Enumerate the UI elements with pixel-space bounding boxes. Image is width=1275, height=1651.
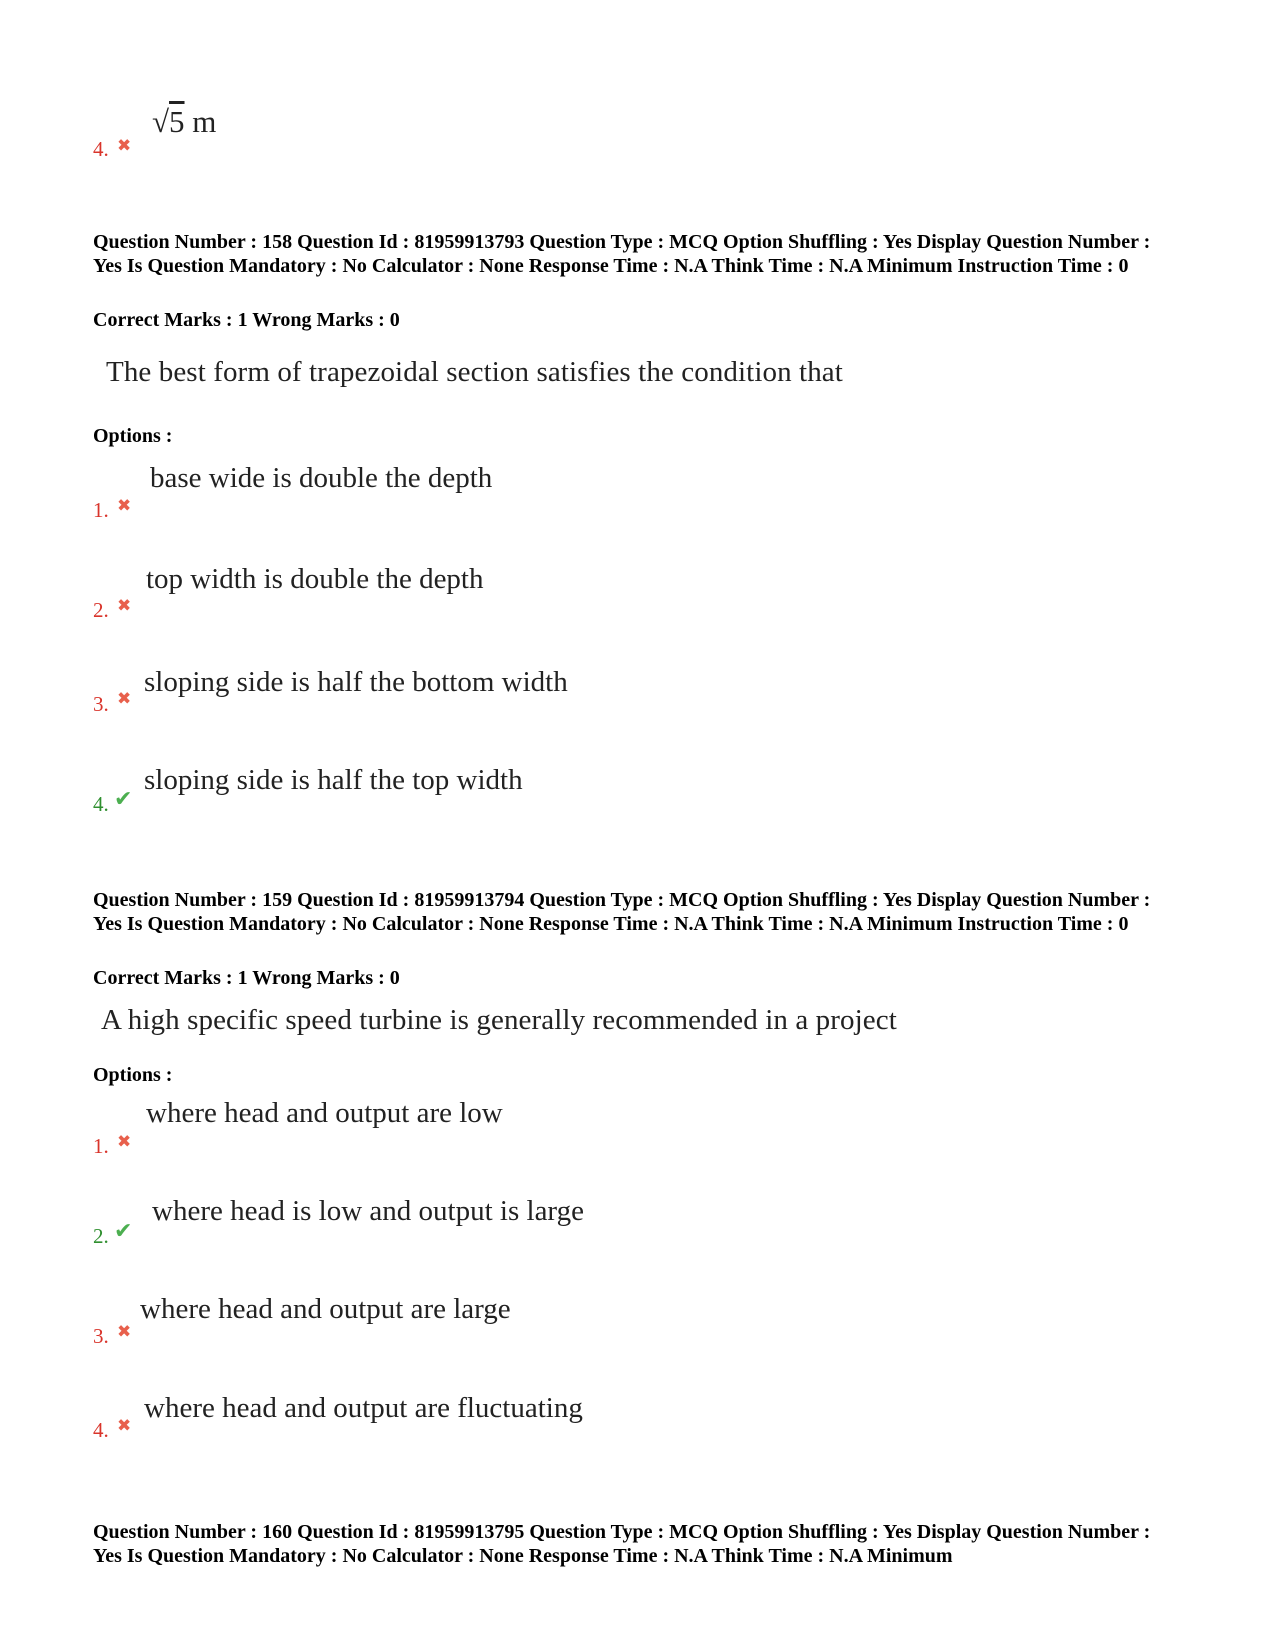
wrong-mark-icon: ✖ (117, 496, 132, 515)
option-number: 3. (93, 1324, 109, 1348)
wrong-mark-icon: ✖ (117, 1322, 132, 1341)
wrong-mark-icon: ✖ (117, 689, 132, 708)
question-marks: Correct Marks : 1 Wrong Marks : 0 (93, 967, 400, 989)
question-text: The best form of trapezoidal section satisfies the condition that (106, 356, 843, 388)
wrong-mark-icon: ✖ (117, 596, 132, 615)
option-text: top width is double the depth (146, 563, 484, 595)
option-number: 2. (93, 1224, 109, 1248)
check-mark-icon: ✔ (114, 1218, 133, 1243)
option-text: where head and output are large (140, 1293, 511, 1325)
option-text: base wide is double the depth (150, 462, 493, 494)
options-label: Options : (93, 425, 173, 447)
option-4-text (152, 104, 216, 140)
option-number: 1. (93, 1134, 109, 1158)
option-number: 2. (93, 598, 109, 622)
option-text: sloping side is half the top width (144, 764, 523, 796)
wrong-mark-icon: ✖ (117, 1132, 132, 1151)
check-mark-icon: ✔ (114, 786, 133, 811)
question-meta: Question Number : 158 Question Id : 81959913793 Question Type : MCQ Option Shuffling : Yes Display Question Number : Yes Is Question Mandatory : No Calculator : None Response Time : N.A Think Time : N.A Minimum Instruction Time : 0 (93, 231, 1151, 277)
options-label: Options : (93, 1064, 173, 1086)
radicand: 5 (169, 104, 185, 139)
option-number: 1. (93, 498, 109, 522)
sqrt-symbol: √ (152, 104, 170, 139)
wrong-mark-icon: ✖ (117, 136, 132, 155)
question-text: A high specific speed turbine is generally recommended in a project (101, 1004, 897, 1036)
option-text: where head and output are low (146, 1097, 503, 1129)
wrong-mark-icon: ✖ (117, 1416, 132, 1435)
unit: m (184, 104, 217, 139)
option-number: 4. (93, 137, 109, 161)
option-number: 4. (93, 792, 109, 816)
question-meta: Question Number : 159 Question Id : 81959913794 Question Type : MCQ Option Shuffling : Yes Display Question Number : Yes Is Question Mandatory : No Calculator : None Response Time : N.A Think Time : N.A Minimum Instruction Time : 0 (93, 889, 1151, 935)
option-text: where head is low and output is large (152, 1195, 584, 1227)
option-text: where head and output are fluctuating (144, 1392, 583, 1424)
question-marks: Correct Marks : 1 Wrong Marks : 0 (93, 309, 400, 331)
question-meta: Question Number : 160 Question Id : 81959913795 Question Type : MCQ Option Shuffling : Yes Display Question Number : Yes Is Question Mandatory : No Calculator : None Response Time : N.A Think Time : N.A Minimum (93, 1521, 1151, 1567)
option-number: 4. (93, 1418, 109, 1442)
option-text: sloping side is half the bottom width (144, 666, 568, 698)
option-number: 3. (93, 692, 109, 716)
